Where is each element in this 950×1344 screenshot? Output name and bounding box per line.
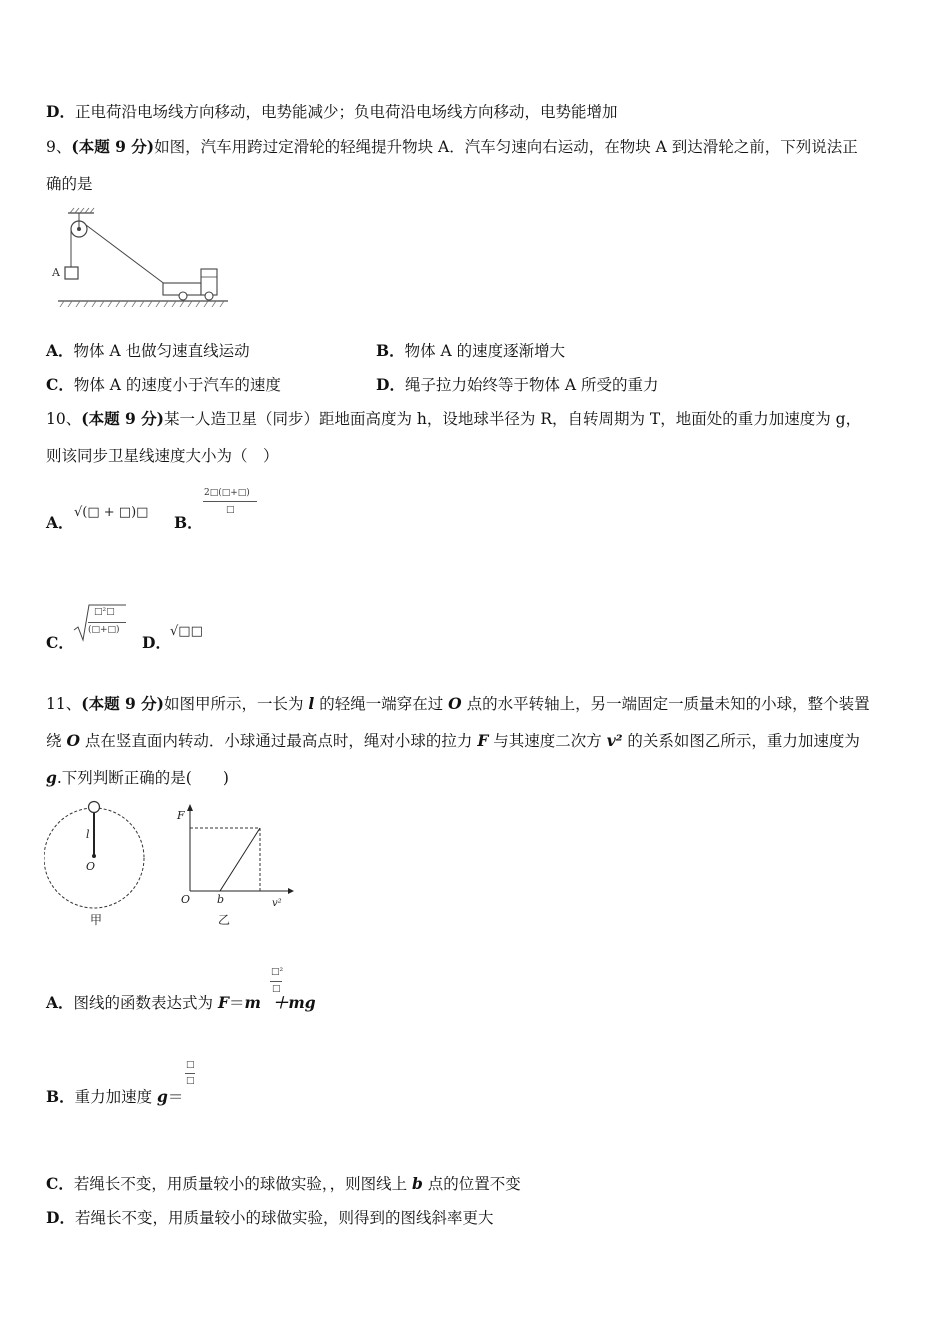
- q9-option-c: [46, 375, 281, 395]
- option-text: 重力加速度: [74, 1088, 158, 1106]
- stem-text: 某一人造卫星（同步）距地面高度为 h，设地球半径为 R，自转周期为 T，地面处的重力加速度为 g，: [163, 410, 862, 428]
- q11-option-a: [46, 993, 316, 1013]
- q8-option-d: [46, 102, 617, 122]
- var-g: g: [46, 768, 57, 787]
- option-letter: B．: [46, 1087, 75, 1106]
- option-letter: A．: [46, 341, 74, 360]
- stem-text: 的轻绳一端穿在过: [314, 695, 449, 713]
- q9-stem-line2: [46, 174, 93, 194]
- fig-jia-o-label: O: [86, 860, 96, 873]
- q9-option-d: [376, 375, 659, 395]
- q10-option-b-letter: B．: [174, 513, 203, 532]
- equals-sign: ＝: [228, 994, 245, 1012]
- q10-option-c-letter: C．: [46, 633, 74, 652]
- q10-option-d-formula: √□□: [170, 624, 203, 639]
- stem-text: 则该同步卫星线速度大小为（ ）: [46, 447, 279, 465]
- q11-option-c: [46, 1174, 521, 1194]
- q11-figure-jia: [44, 798, 148, 938]
- var-f: F: [217, 993, 229, 1012]
- stem-text: 如图甲所示，一长为: [163, 695, 309, 713]
- question-number: 11、: [46, 695, 82, 713]
- q11-stem-line1: [46, 694, 870, 714]
- var-o: O: [448, 694, 462, 713]
- var-f: F: [477, 731, 489, 750]
- formula-tail: ＋mg: [272, 993, 316, 1012]
- q10-stem-line2: [46, 446, 279, 466]
- question-number: 10、: [46, 410, 82, 428]
- stem-text: 点在竖直面内转动．小球通过最高点时，绳对小球的拉力: [79, 732, 478, 750]
- q10-option-c-numerator: □²□: [94, 607, 115, 617]
- q11-option-b: [46, 1087, 183, 1107]
- option-text: 绳子拉力始终等于物体 A 所受的重力: [404, 376, 659, 394]
- q10-option-d-letter: D．: [142, 633, 171, 652]
- option-text: 物体 A 也做匀速直线运动: [73, 342, 250, 360]
- q9-stem-line1: [46, 137, 858, 157]
- option-text: 若绳长不变，用质量较小的球做实验，，则图线上: [73, 1175, 413, 1193]
- var-b: b: [412, 1174, 423, 1193]
- q11-option-b-numerator: □: [186, 1060, 195, 1070]
- var-g: g: [157, 1087, 168, 1106]
- option-letter: D．: [376, 375, 405, 394]
- stem-text: .下列判断正确的是( ): [56, 769, 229, 787]
- fig-yi-v2-label: v²: [272, 898, 282, 909]
- option-text: 物体 A 的速度逐渐增大: [404, 342, 566, 360]
- q10-option-a-letter: A．: [46, 513, 74, 532]
- q11-stem-line2: [46, 731, 860, 751]
- option-letter: C．: [46, 1174, 74, 1193]
- question-number: 9、: [46, 138, 72, 156]
- var-v2: v²: [606, 731, 623, 750]
- q9-pulley-truck-figure: [46, 205, 236, 310]
- stem-text: 如图，汽车用跨过定滑轮的轻绳提升物块 A．汽车匀速向右运动，在物块 A 到达滑轮之前，下列说法正: [154, 138, 858, 156]
- equals-sign: ＝: [167, 1088, 184, 1106]
- q9-option-a: [46, 341, 250, 361]
- fraction-bar: [203, 501, 257, 502]
- q10-stem-line1: [46, 409, 861, 429]
- q11-option-d: [46, 1208, 493, 1228]
- option-letter: D．: [46, 1208, 75, 1227]
- q11-stem-line3: [46, 768, 229, 788]
- option-letter: A．: [46, 993, 74, 1012]
- stem-text: 点的水平转轴上，另一端固定一质量未知的小球，整个装置: [461, 695, 870, 713]
- q11-figure-yi: [176, 802, 294, 932]
- fraction-bar: [270, 981, 282, 982]
- fig-yi-f-label: F: [177, 809, 185, 822]
- q10-option-a-formula: √(□ + □)□: [74, 505, 149, 520]
- var-o: O: [66, 731, 80, 750]
- stem-text: 与其速度二次方: [488, 732, 607, 750]
- stem-text: 的关系如图乙所示，重力加速度为: [622, 732, 860, 750]
- option-letter: C．: [46, 375, 74, 394]
- q11-option-a-denominator: □: [272, 984, 281, 994]
- question-score: (本题 9 分): [81, 409, 164, 428]
- option-letter: D．: [46, 102, 75, 121]
- q11-option-a-numerator: □²: [271, 967, 284, 977]
- q10-option-b-numerator: 2□(□+□): [204, 488, 250, 498]
- q9-option-b: [376, 341, 565, 361]
- option-text: 若绳长不变，用质量较小的球做实验，则得到的图线斜率更大: [74, 1209, 494, 1227]
- q10-option-b-denominator: □: [226, 505, 235, 515]
- q10-option-c-denominator: (□+□): [88, 625, 120, 635]
- question-score: (本题 9 分): [71, 137, 155, 156]
- fig-jia-caption: 甲: [90, 913, 103, 927]
- fig-yi-caption: 乙: [218, 913, 231, 927]
- fraction-bar: [185, 1073, 195, 1074]
- fraction-bar: [88, 622, 126, 623]
- option-text: 物体 A 的速度小于汽车的速度: [73, 376, 281, 394]
- stem-text: 绕: [46, 732, 67, 750]
- fig-yi-o-label: O: [181, 893, 191, 906]
- question-score: (本题 9 分): [81, 694, 164, 713]
- stem-text: 确的是: [46, 175, 93, 193]
- var-l: l: [308, 694, 315, 713]
- block-a-label: A: [52, 266, 60, 279]
- q11-option-b-denominator: □: [186, 1076, 195, 1086]
- fig-yi-b-label: b: [217, 893, 225, 906]
- fig-jia-l-label: l: [86, 828, 90, 841]
- var-m: m: [244, 993, 261, 1012]
- option-letter: B．: [376, 341, 405, 360]
- option-text: 点的位置不变: [422, 1175, 521, 1193]
- option-text: 正电荷沿电场线方向移动，电势能减少；负电荷沿电场线方向移动，电势能增加: [74, 103, 618, 121]
- option-text: 图线的函数表达式为: [73, 994, 218, 1012]
